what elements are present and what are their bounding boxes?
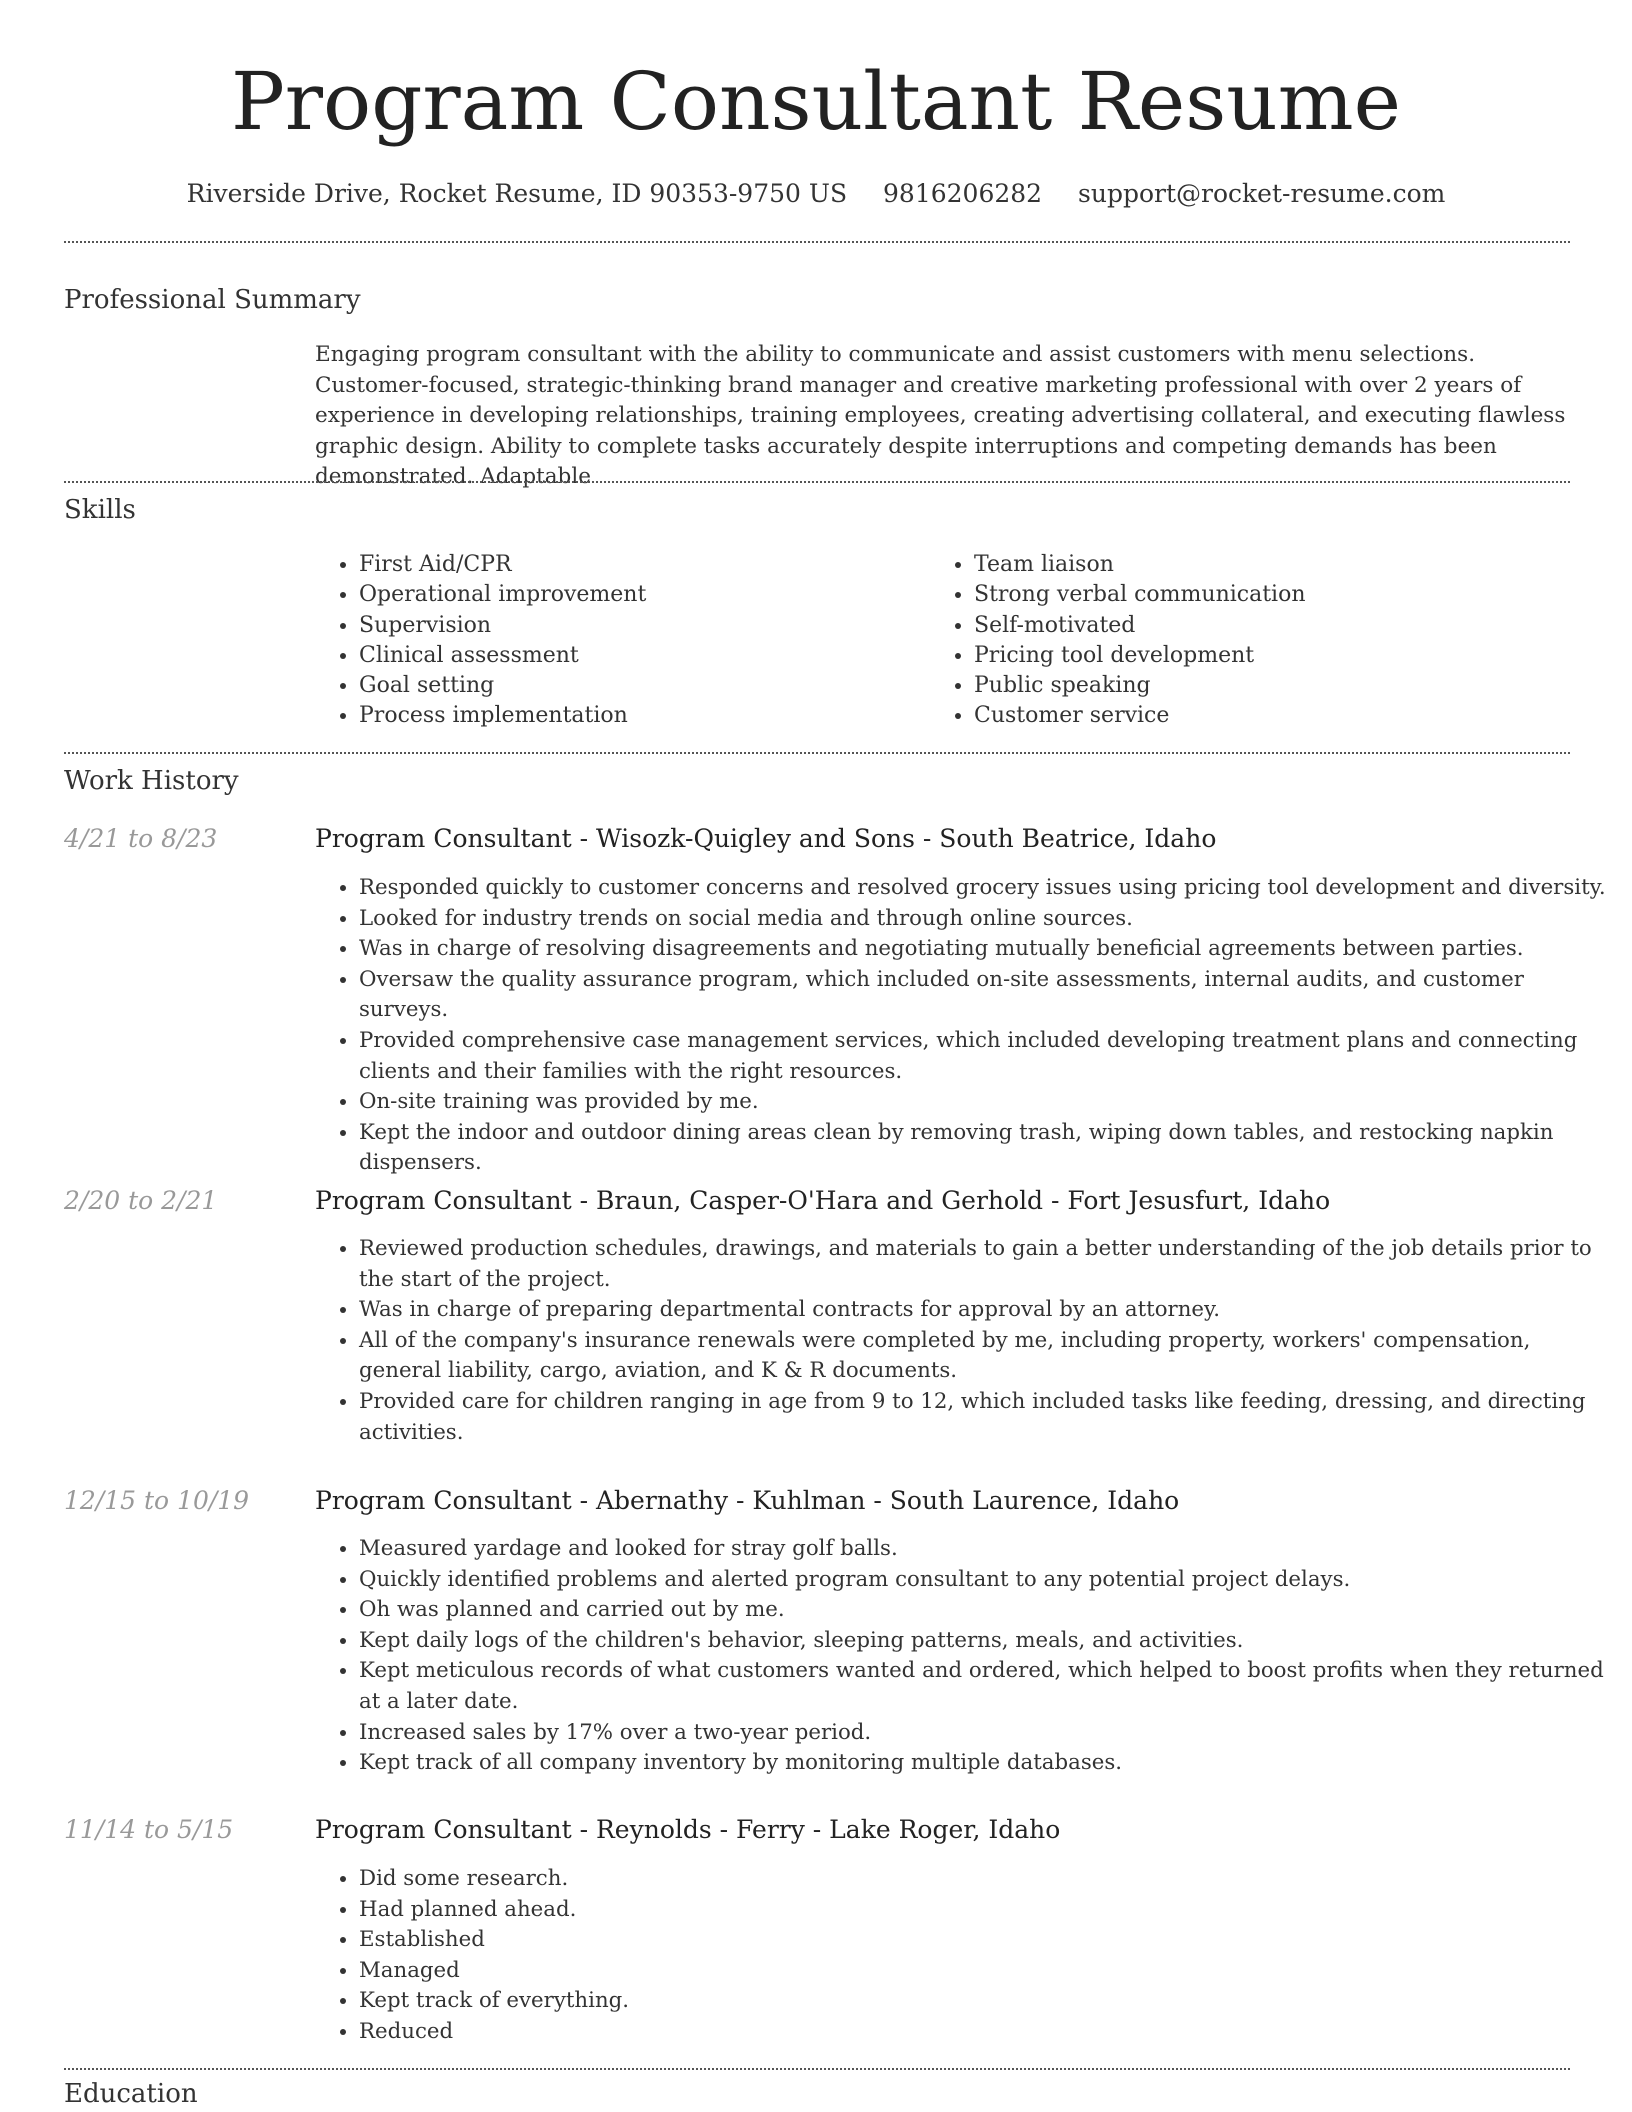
contact-line [0,178,1632,210]
job-bullet: • Quickly identified problems and alerted program consultant to any potential project delays. [359,1565,1617,1596]
skill-item: • First Aid/CPR [359,550,919,580]
skill-item: • Strong verbal communication [974,580,1574,610]
job-bullets [315,1534,1617,1779]
skills-list-right [930,550,1574,732]
resume-header [0,0,1632,210]
job-bullet: • On-site training was provided by me. [359,1087,1617,1118]
job-dates: 11/14 to 5/15 [64,1815,234,1844]
job-bullet: • Was in charge of resolving disagreements and negotiating mutually beneficial agreements between parties. [359,934,1617,965]
job-dates: 2/20 to 2/21 [64,1186,218,1215]
job-bullet: • Measured yardage and looked for stray golf balls. [359,1534,1617,1565]
job-bullet: • Kept daily logs of the children's behavior, sleeping patterns, meals, and activities. [359,1626,1617,1657]
job-title: Program Consultant - Wisozk-Quigley and Sons - South Beatrice, Idaho [315,824,1217,853]
education-heading: Education [64,2079,198,2109]
contact-phone: 9816206282 [883,179,1043,208]
job-bullet: • Reviewed production schedules, drawings, and materials to gain a better understanding of the job details prior to the start of the project. [359,1234,1617,1295]
divider [64,481,1570,483]
job-bullet: • Kept the indoor and outdoor dining areas clean by removing trash, wiping down tables, and restocking napkin dispensers. [359,1118,1617,1179]
job-bullet: • Did some research. [359,1864,1617,1895]
job-title: Program Consultant - Abernathy - Kuhlman - South Laurence, Idaho [315,1486,1180,1515]
skill-item: • Team liaison [974,550,1574,580]
job-bullet: • Was in charge of preparing departmental contracts for approval by an attorney. [359,1295,1617,1326]
skill-item: • Goal setting [359,671,919,701]
job-bullet: • Kept meticulous records of what customers wanted and ordered, which helped to boost profits when they returned at a later date. [359,1656,1617,1717]
contact-email: support@rocket-resume.com [1078,179,1446,208]
job-bullet: • Responded quickly to customer concerns and resolved grocery issues using pricing tool development and diversity. [359,873,1617,904]
divider [64,241,1570,243]
job-bullet: • Oversaw the quality assurance program, which included on-site assessments, internal audits, and customer surveys. [359,965,1617,1026]
job-bullet: • Looked for industry trends on social media and through online sources. [359,904,1617,935]
summary-text: Engaging program consultant with the ability to communicate and assist customers with menu selections. Customer-focused, strategic-thinking brand manager and creative marketing professional with over 2 years of experience in developing relationships, training employees, creating advertising collateral, and executing flawless graphic design. Ability to complete tasks accurately despite interruptions and competing demands has been demonstrated. Adaptable [315,342,1566,490]
skill-item: • Customer service [974,701,1574,731]
job-bullets [315,873,1617,1179]
job-bullets [315,1864,1617,2048]
skill-item: • Process implementation [359,701,919,731]
job-bullet: • Managed [359,1956,1617,1987]
job-bullet: • Increased sales by 17% over a two-year period. [359,1718,1617,1749]
job-bullet: • All of the company's insurance renewals were completed by me, including property, workers' compensation, general liability, cargo, aviation, and K & R documents. [359,1326,1617,1387]
resume-title: Program Consultant Resume [230,55,1402,148]
job-bullets [315,1234,1617,1448]
work-history-heading: Work History [64,766,239,796]
skill-item: • Supervision [359,611,919,641]
skills-heading: Skills [64,495,136,525]
skill-item: • Self-motivated [974,611,1574,641]
job-bullet: • Provided care for children ranging in age from 9 to 12, which included tasks like feeding, dressing, and directing activities. [359,1387,1617,1448]
divider [64,752,1570,754]
job-bullet: • Reduced [359,2017,1617,2048]
contact-address: Riverside Drive, Rocket Resume, ID 90353-9750 US [186,179,848,208]
skill-item: • Clinical assessment [359,641,919,671]
job-bullet: • Oh was planned and carried out by me. [359,1595,1617,1626]
job-bullet: • Kept track of all company inventory by monitoring multiple databases. [359,1748,1617,1779]
job-title: Program Consultant - Reynolds - Ferry - Lake Roger, Idaho [315,1815,1061,1844]
job-title: Program Consultant - Braun, Casper-O'Hara and Gerhold - Fort Jesusfurt, Idaho [315,1186,1331,1215]
job-bullet: • Kept track of everything. [359,1986,1617,2017]
skill-item: • Public speaking [974,671,1574,701]
skill-item: • Operational improvement [359,580,919,610]
job-bullet: • Had planned ahead. [359,1895,1617,1926]
skills-list-left [315,550,919,732]
divider [64,2068,1570,2070]
job-dates: 4/21 to 8/23 [64,824,218,853]
job-bullet: • Provided comprehensive case management services, which included developing treatment plans and connecting clients and their families with the right resources. [359,1026,1617,1087]
summary-heading: Professional Summary [64,285,361,315]
job-dates: 12/15 to 10/19 [64,1486,250,1515]
skill-item: • Pricing tool development [974,641,1574,671]
job-bullet: • Established [359,1925,1617,1956]
